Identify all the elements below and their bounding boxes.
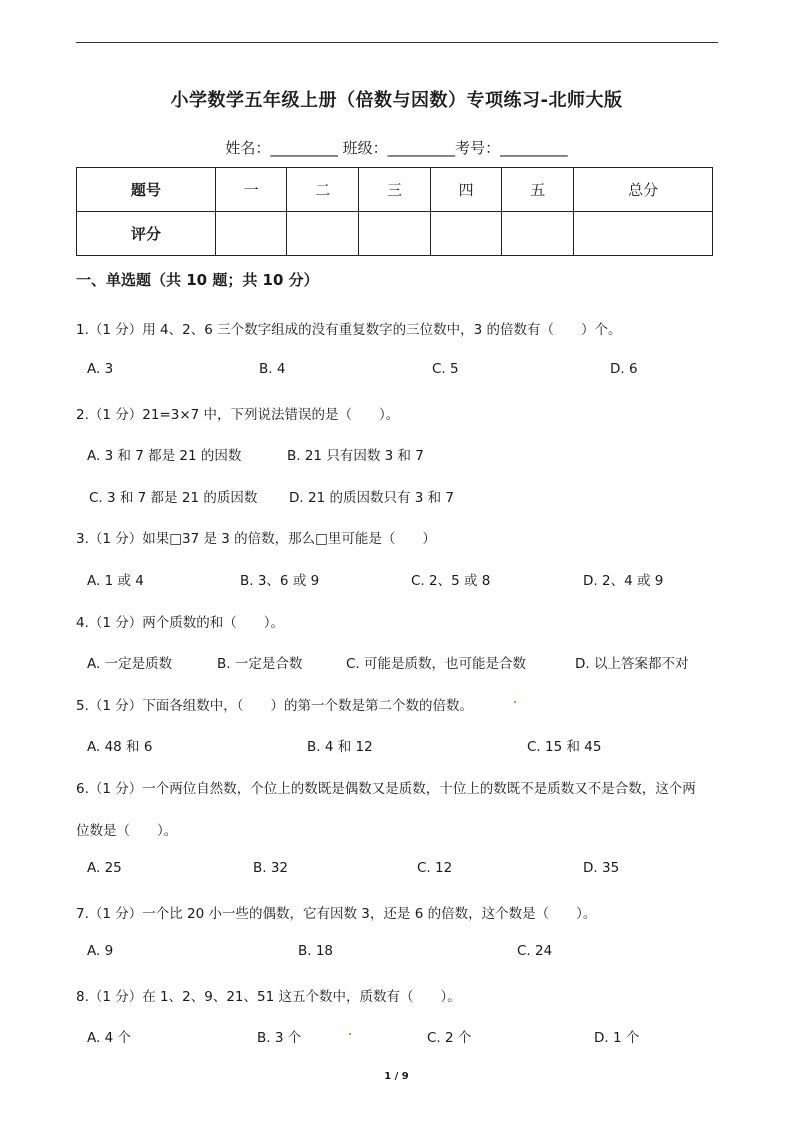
question-1-option-b: B. 4 (259, 361, 286, 377)
score-header-cell: 一 (215, 168, 287, 212)
question-7-option-a: A. 9 (87, 943, 114, 959)
question-3-option-d: D. 2、4 或 9 (583, 573, 664, 589)
score-cell[interactable] (215, 212, 287, 256)
score-cell[interactable] (287, 212, 359, 256)
question-5-option-c: C. 15 和 45 (527, 739, 602, 755)
question-2-option-b: B. 21 只有因数 3 和 7 (287, 448, 424, 464)
question-8-option-a: A. 4 个 (87, 1030, 131, 1046)
section-title: 一、单选题（共 10 题；共 10 分） (76, 271, 319, 289)
question-4-option-b: B. 一定是合数 (217, 656, 303, 672)
question-5-text: 5.（1 分）下面各组数中，（ ）的第一个数是第二个数的倍数。 (76, 698, 474, 714)
question-6-option-a: A. 25 (87, 860, 122, 876)
question-1-option-c: C. 5 (432, 361, 459, 377)
score-cell[interactable] (574, 212, 713, 256)
question-3-option-a: A. 1 或 4 (87, 573, 144, 589)
stray-dot (349, 1033, 351, 1035)
question-3-option-c: C. 2、5 或 8 (411, 573, 491, 589)
question-7-option-c: C. 24 (517, 943, 553, 959)
question-1-text: 1.（1 分）用 4、2、6 三个数字组成的没有重复数字的三位数中，3 的倍数有（ ）个。 (76, 322, 622, 338)
score-row-label: 评分 (77, 212, 216, 256)
question-8-text: 8.（1 分）在 1、2、9、21、51 这五个数中，质数有（ ）。 (76, 989, 461, 1005)
score-header-cell: 三 (359, 168, 431, 212)
score-table-header-row (77, 168, 713, 212)
question-4-option-c: C. 可能是质数，也可能是合数 (346, 656, 527, 672)
question-2-text: 2.（1 分）21=3×7 中，下列说法错误的是（ ）。 (76, 407, 400, 423)
question-2-option-c: C. 3 和 7 都是 21 的质因数 (89, 490, 258, 506)
score-cell[interactable] (430, 212, 502, 256)
question-8-option-b: B. 3 个 (257, 1030, 302, 1046)
question-7-text: 7.（1 分）一个比 20 小一些的偶数，它有因数 3，还是 6 的倍数，这个数是（ ）。 (76, 906, 597, 922)
page-number: 1 / 9 (384, 1071, 409, 1082)
question-5-option-a: A. 48 和 6 (87, 739, 153, 755)
score-cell[interactable] (359, 212, 431, 256)
score-table (76, 167, 713, 256)
question-4-option-d: D. 以上答案都不对 (575, 656, 689, 672)
score-header-cell: 四 (430, 168, 502, 212)
question-4-text: 4.（1 分）两个质数的和（ ）。 (76, 615, 285, 631)
question-4-option-a: A. 一定是质数 (87, 656, 173, 672)
score-header-cell: 二 (287, 168, 359, 212)
score-header-cell: 题号 (77, 168, 216, 212)
score-cell[interactable] (502, 212, 574, 256)
document-title: 小学数学五年级上册（倍数与因数）专项练习-北师大版 (170, 90, 623, 111)
student-info-line: 姓名：_________ 班级：_________考号：_________ (225, 139, 568, 157)
question-2-option-a: A. 3 和 7 都是 21 的因数 (87, 448, 242, 464)
question-1-option-a: A. 3 (87, 361, 114, 377)
question-6-text-line1: 6.（1 分）一个两位自然数，个位上的数既是偶数又是质数，十位上的数既不是质数又不是合数，这个两 (76, 781, 696, 797)
question-6-option-d: D. 35 (583, 860, 620, 876)
question-3-option-b: B. 3、6 或 9 (240, 573, 320, 589)
question-6-text-line2: 位数是（ ）。 (76, 823, 178, 839)
question-2-option-d: D. 21 的质因数只有 3 和 7 (289, 490, 454, 506)
header-rule (76, 42, 718, 43)
question-5-option-b: B. 4 和 12 (307, 739, 373, 755)
question-1-option-d: D. 6 (610, 361, 638, 377)
score-table-score-row (77, 212, 713, 256)
question-6-option-c: C. 12 (417, 860, 453, 876)
question-8-option-c: C. 2 个 (427, 1030, 472, 1046)
score-header-cell: 总分 (574, 168, 713, 212)
stray-dot (514, 701, 516, 703)
question-7-option-b: B. 18 (298, 943, 334, 959)
question-8-option-d: D. 1 个 (594, 1030, 640, 1046)
question-6-option-b: B. 32 (253, 860, 289, 876)
score-header-cell: 五 (502, 168, 574, 212)
question-3-text: 3.（1 分）如果□37 是 3 的倍数，那么□里可能是（ ） (76, 531, 436, 547)
